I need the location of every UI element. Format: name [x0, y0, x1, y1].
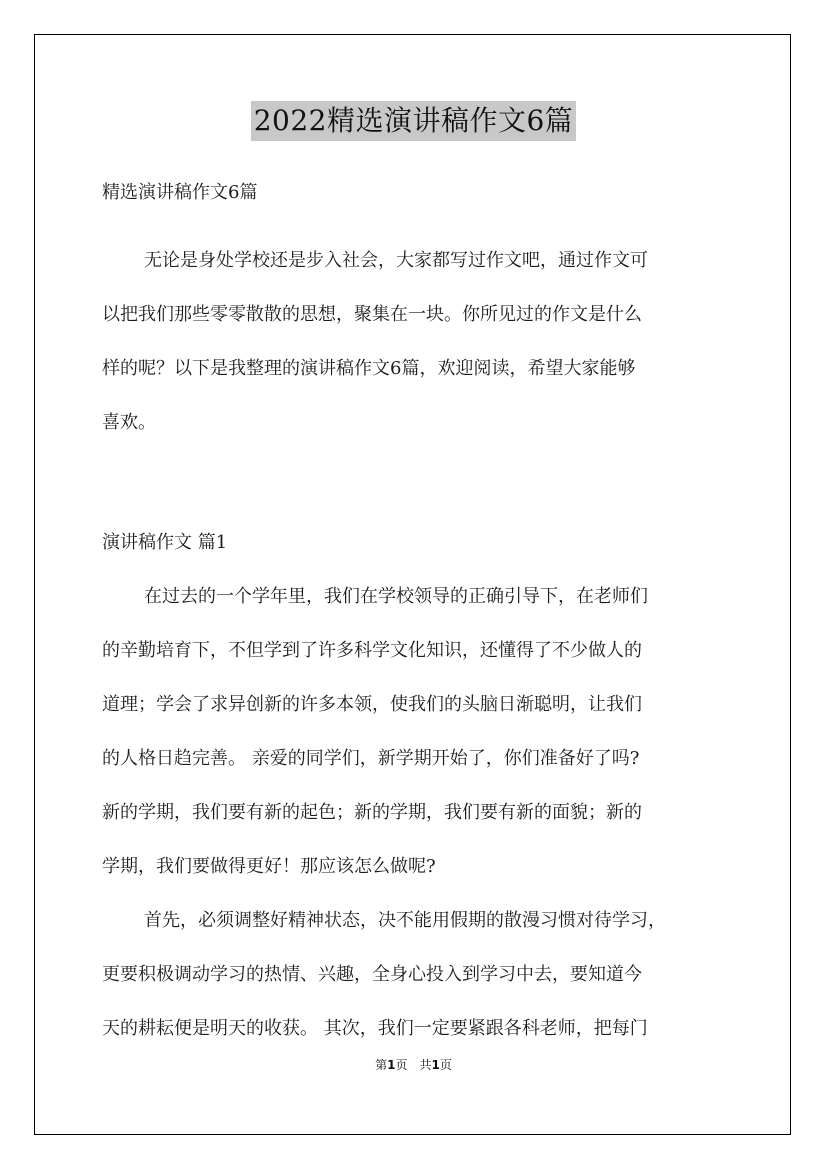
footer-page-suffix: 页: [439, 1058, 452, 1072]
footer-page-mid: 页 共: [395, 1058, 432, 1072]
text-line: 以把我们那些零零散散的思想，聚集在一块。你所见过的作文是什么: [102, 304, 642, 325]
text-line: 无论是身处学校还是步入社会，大家都写过作文吧，通过作文可: [144, 250, 648, 271]
text-line: 学期，我们要做得更好！那应该怎么做呢?: [102, 856, 436, 877]
text-line: 首先，必须调整好精神状态，决不能用假期的散漫习惯对待学习，: [144, 910, 666, 931]
text-line: 天的耕耘便是明天的收获。 其次，我们一定要紧跟各科老师，把每门: [102, 1018, 648, 1039]
paragraph-2: [102, 900, 742, 1062]
footer-total-pages: 1: [431, 1058, 440, 1072]
section-heading: 演讲稿作文 篇1: [102, 532, 228, 553]
text-line: 在过去的一个学年里，我们在学校领导的正确引导下，在老师们: [144, 586, 648, 607]
document-body: [102, 172, 742, 1062]
text-line: 的辛勤培育下，不但学到了许多科学文化知识，还懂得了不少做人的: [102, 640, 642, 661]
text-line: 喜欢。: [102, 412, 156, 433]
section-spacer: [102, 456, 742, 522]
document-title: 2022精选演讲稿作文6篇: [251, 101, 577, 141]
paragraph-1: [102, 576, 742, 900]
text-line: 样的呢？以下是我整理的演讲稿作文6篇，欢迎阅读，希望大家能够: [102, 358, 636, 379]
text-line: 的人格日趋完善。 亲爱的同学们，新学期开始了，你们准备好了吗?: [102, 748, 640, 769]
title-container: [0, 101, 827, 141]
page-footer: [0, 1056, 827, 1073]
footer-page-prefix: 第: [375, 1058, 388, 1072]
document-subtitle: 精选演讲稿作文6篇: [102, 182, 258, 203]
text-line: 新的学期，我们要有新的起色；新的学期，我们要有新的面貌；新的: [102, 802, 642, 823]
text-line: 道理；学会了求异创新的许多本领，使我们的头脑日渐聪明，让我们: [102, 694, 642, 715]
text-line: 更要积极调动学习的热情、兴趣，全身心投入到学习中去，要知道今: [102, 964, 642, 985]
footer-page-number: 1: [387, 1058, 396, 1072]
intro-paragraph: [102, 240, 742, 456]
